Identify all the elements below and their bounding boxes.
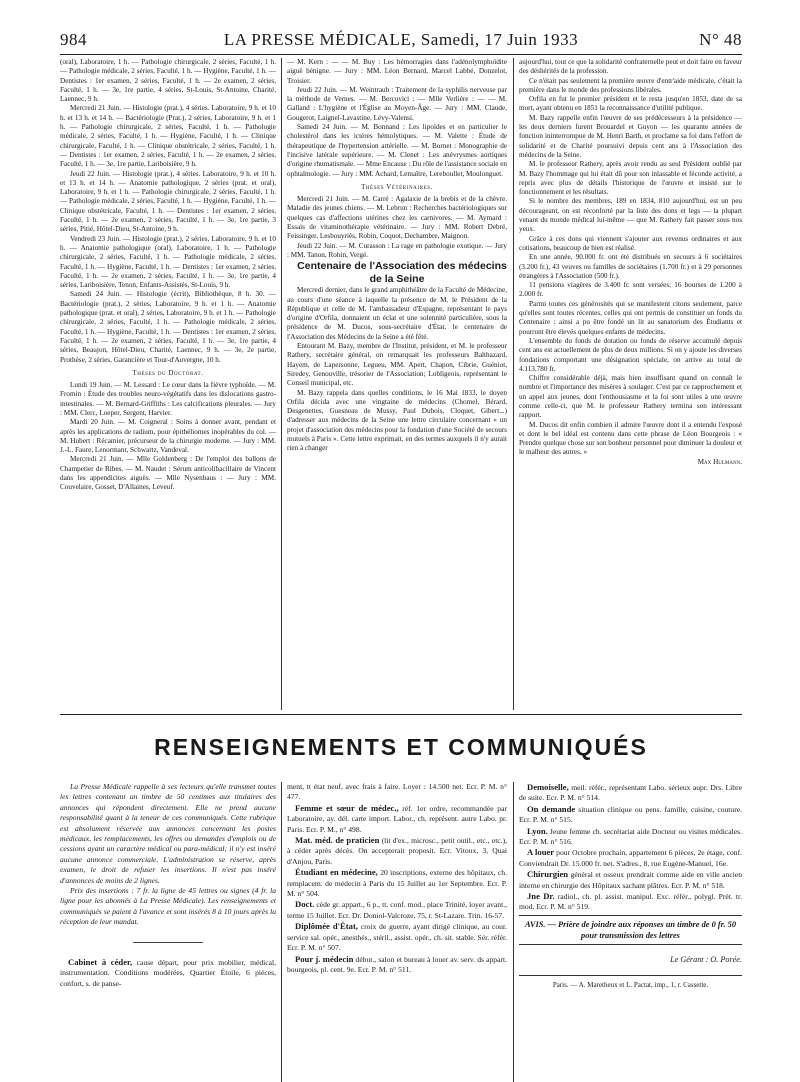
article-paragraph: aujourd'hui, tout ce que la solidarité confraternelle peut et doit faire en faveur des déshérités de la profession. (519, 58, 742, 76)
classified-ad (519, 847, 742, 869)
section-subheading: Thèses du Doctorat. (132, 369, 204, 377)
article-paragraph: M. Bazy rappela dans quelles conditions, le 16 Mai 1833, le doyen Orfila décida avec une vingtaine de médecins (Chomel, Bérard, Desgenettes, Guesneau de Mussy, Paul Dubois, Cloquet, Gibert...) d'adresser aux médecins de la Seine une lettre circulaire concernant « un projet d'association des médecins pour la fondation d'une Société de secours mutuels à Paris ». Cette lettre exprimait, en des termes auxquels il n'y aurait rien à changer (287, 388, 507, 453)
ad-text: Jeune femme ch. secrétariat aide Docteur ou visites médicales. Ecr. P. M. n° 516. (519, 826, 742, 847)
article-paragraph: M. le professeur Rathery, après avoir rendu au seul Président oublié par M. Bazy l'hommage qui lui était dû pour son inlassable et féconde activité, a repris avec plus de détails l'historique de l'œuvre et insisté sur le fonctionnement et les résultats. (519, 160, 742, 197)
ad-text: meil. référ., représentant Labo. sérieux aupr. Drs. Libre de suite. Ecr. P. M. n° 514. (519, 783, 742, 803)
ads-intro (60, 782, 276, 928)
ad-text: croix de guerre, ayant dirigé clinique, au cour. service sal. opér., anesthés., stéril., assist. opér., ch. sit. stable. Sér. référ. Ecr. P. M. n° 507. (287, 922, 507, 953)
exam-paragraph: Samedi 24 Juin. — Histologie (écrit), Bibliothèque, 8 h. 30. — Bactériologie (prat.), 2 séries, Laboratoire, 9 h. et 1 h. — Anatomie pathologique (prat. et oral), 2 séries, Laboratoire, 9 h. et 1 h. — Pathologie chirurgicale, 2 séries, Faculté, 1 h. — Pathologie médicale, 2 séries, Faculté, 1 h. — Hygiène, Faculté, 1 h. — Dentistes : 1er examen, 2 séries, Faculté, 1 h. — 2e examen, 2 séries, Faculté, 1 h. — 3e, 1re partie, 4 séries, Beaujon, Hôtel-Dieu, Charité, Laennec, 9 h. — 3e, 2e partie, Prothèse, 2 séries, Garancière et Tour-d'Auvergne, 10 h. (60, 290, 276, 364)
exam-paragraph: Mercredi 21 Juin. — Histologie (prat.), 4 séries. Laboratoire, 9 h. et 10 h. et 13 h. et 14 h. — Bactériologie (Prat.), 2 séries, Laboratoire, 9 h. et 1 h. — Pathologie chirurgicale, 2 séries, Faculté, 1 h. — Pathologie médicale, 2 séries, Faculté, 1 h. — Hygiène, Faculté, 1 h. — Clinique chirurgicale, Faculté, 1 h. — Clinique obstétricale, 2 séries, Faculté, 1 h. — Dentistes : 1er examen, 2 séries, Faculté, 1 h. — 2e examen, 2 séries, Faculté, 1 h. — 3e, 1re partie, Lariboisière, 9 h. (60, 104, 276, 169)
ad-heading: Chirurgien (527, 869, 569, 880)
article-paragraph: Ce n'était pas seulement la première œuvre d'entr'aide médicale, c'était la première dans le monde des professions libérales. (519, 76, 742, 94)
ad-text: (lit d'ex., microsc., petit outil., etc., etc.), à céder après décès. On accepterait proposit. Ecr. Vitoux, 3, Quai d'Anjou, Paris. (287, 836, 507, 866)
ads-intro-text: La Presse Médicale rappelle à ses lecteurs qu'elle transmet toutes les lettres contenant un timbre de 50 centimes aux titulaires des annonces qui répondent directement. Elle ne prend aucune responsabilité quant à la teneur de ces communiqués. Cette rubrique est absolument réservée aux annonces concernant les postes médicaux, les remplacements, les offres ou demandes d'emplois ou de cessions ayant un caractère médical ou para-médical; il n'y est inséré aucune annonce commerciale. L'administration se réserve, après examen, le droit de refuser les insertions. Il n'est pas inséré d'annonces de moins de 2 lignes. (60, 782, 276, 885)
printer-line: Paris. — A. Maretheux et L. Pactat, imp., 1, r. Cassette. (519, 975, 742, 990)
author-signature: Max Hulmann. (697, 457, 742, 466)
classified-ad (519, 782, 742, 804)
classified-ad (287, 954, 507, 976)
ad-text: cède gr. appart., 6 p., tt. conf. mod., place Trinité, loyer avant., terme 15 Juillet. Ecr. Dr. Doniol-Valcroze, 75, r. St-Lazare. Trin. 16-57. (287, 900, 507, 920)
column-centenaire (287, 58, 507, 710)
classified-ad (519, 804, 742, 826)
article-paragraph: M. Bazy rappelle enfin l'œuvre de ses prédécesseurs à la présidence — les deux derniers furent Brouardel et Guyon — les quarante années de fonction ininterrompue de M. Henri Barth, et proclame sa foi dans l'effort de solidarité et de Charité poursuivi depuis cent ans à l'Association des médecins de la Seine. (519, 113, 742, 159)
thesis-paragraph: — M. Kern : — — M. Buy : Les hémorragies dans l'adénolymphoïdite aiguë bénigne. — Jury : MM. Léon Bernard, Marcel Labbé, Donzelot, Troisier. (287, 58, 507, 85)
column-divider (513, 58, 514, 710)
header-rule (60, 54, 742, 55)
thesis-paragraph: Jeudi 22 Juin. — M. Curasson : La rage en pathologie exotique. — Jury : MM. Tanon, Robin, Vergé. (287, 241, 507, 259)
classified-ad (60, 957, 276, 989)
article-paragraph: Entourant M. Bazy, membre de l'Institut, président, et M. le professeur Rathery, secrétaire général, on remarquait les professeurs Balthazard, Hayem, de Lapersonne, Legueu, MM. Apert, Chapon, Cibrie, Guéniot, Siredey, Genouville, trésorier de l'Association; Lobligeois, représentant le Conseil municipal, etc. (287, 342, 507, 388)
ad-text: 20 inscriptions, externe des hôpitaux, ch. remplacem. de médecin à Paris du 15 Juillet au 1er Septembre. Ecr. P. M. n° 504. (287, 868, 507, 899)
thesis-paragraph: Mercredi 21 Juin. — Mlle Goldenberg : De l'emploi des ballons de Champetier de Ribes. — M. Naudet : Sérum anticolibacillaire de Vincent dans les appendicites aiguës. — Mlle Nysenbaus : — Jury : MM. Couvelaire, Gosset, D'Allaines, Leveuf. (60, 455, 276, 492)
article-paragraph: En une année, 90.000 fr. ont été distribués en secours à 6 sociétaires (3.200 fr.), 43 veuves ou familles de sociétaires (1.700 fr.) et à 29 personnes étrangères à l'Association (500 fr.). (519, 253, 742, 280)
classified-ad (287, 921, 507, 953)
ad-heading: Jne Dr. (527, 891, 555, 902)
page-number: 984 (60, 30, 87, 49)
article-paragraph: L'ensemble du fonds de dotation ou fonds de réserve accumulé depuis cent ans est actuellement de plus de deux millions. Si on y ajoute les diverses fondations comportant une désignation spéciale, on arrive au total de 4.113.780 fr. (519, 336, 742, 373)
column-exams (60, 58, 276, 710)
page-header (60, 30, 742, 52)
exam-paragraph: (oral), Laboratoire, 1 h. — Pathologie chirurgicale, 2 séries, Faculté, 1 h. — Pathologie médicale, 2 séries, Faculté, 1 h. — Hygiène, Faculté, 1 h. — Dentistes : 1er examen, 2 séries, Faculté, 1 h. — 2e examen, 2 séries, Faculté, 1 h. — 3e, 1re partie, 4 séries, St-Louis, St-Antoine, Charité, Laennec, 9 h. (60, 58, 276, 104)
journal-title: LA PRESSE MÉDICALE, Samedi, 17 Juin 1933 (223, 30, 579, 49)
ad-text: début., salon et bureau à louer av. serv. ds appart. bourgeois, pl. cent. 9e. Ecr. P. M. n° 511. (287, 954, 507, 974)
gerant-line: Le Gérant : O. Porée. (670, 954, 742, 964)
ad-heading: Demoiselle, (527, 782, 569, 792)
ads-column-3 (519, 782, 742, 1082)
ad-heading: Lyon. (527, 825, 548, 836)
ad-heading: On demande (527, 803, 576, 814)
ad-text: cause départ, pour prix mobilier, médical, instrumentation. Conditions modérées, Quartier Étoile, 6 pièces, confort, s. de panse- (60, 957, 276, 988)
classified-ad (519, 869, 742, 891)
ad-heading: Étudiant en médecine, (295, 867, 378, 878)
classified-ad: ment, tt état neuf, avec frais à faire. Loyer : 14.500 net. Ecr. P. M. n° 477. (287, 782, 507, 802)
classified-ad (287, 899, 507, 921)
thesis-paragraph: Jeudi 22 Juin. — M. Weintraub : Traitement de la syphilis nerveuse par la méthode de Vernes. — M. Bercovici : — Mlle Verlière : — — M. Galland : L'hygiène et l'Église au Moyen-Âge. — Jury : MM. Claude, Gougerot, Laignel-Lavastine, Lévy-Valensi. (287, 85, 507, 122)
classified-ad (287, 867, 507, 899)
column-divider (281, 782, 282, 1082)
classified-ad (287, 803, 507, 835)
thesis-paragraph: Mercredi 21 Juin. — M. Carré : Agalaxie de la brebis et de la chèvre. Maladie des jeunes chiens. — M. Lebrun : Recherches bactériologiques sur quelques cas d'affections utérines chez les carnivores. — M. Aymard : Essais de vitaminothérapie vétérinaire. — Jury : MM. Robert Debré, Feissinger, Lesbouyriès, Robin, Coquot, Dechambre, Maignon. (287, 195, 507, 241)
article-title: Centenaire de l'Association des médecins de la Seine (297, 260, 507, 286)
ad-text: situation clinique ou pens. famille, cuisine, couture. Ecr. P. M. n° 515. (519, 804, 742, 825)
ad-text: général et osseux prendrait comme aide en ville ancien interne en chirurgie des Hôpitaux sachant plâtres. Ecr. P. M. n° 518. (519, 870, 742, 890)
ad-text: pour Octobre prochain, appartement 6 pièces, 2e étage, conf. Conviendrait Dr. 15.000 fr. net. S'adres., 8, rue Eugène-Manuel, 16e. (519, 848, 742, 868)
thesis-paragraph: Mardi 20 Juin. — M. Coigneral : Soins à donner avant, pendant et après les applications de radium, pour épithéliomes inopérables du col. — M. Hubert : Récamier, précurseur de la chirurgie moderne. — Jury : MM. J.-L. Faure, Lenormant, Schwartz, Vandeval. (60, 418, 276, 455)
article-paragraph: Grâce à ces dons qui viennent s'ajouter aux revenus ordinaires et aux cotisations, beaucoup de bien est réalisé. (519, 234, 742, 252)
article-paragraph: M. Ducos dit enfin combien il admire l'œuvre dont il a entendu l'exposé et dont le bel idéal est contenu dans cette phrase de Léon Bourgeois : « Prendre quelque chose sur son bonheur personnel pour diminuer la douleur et le malheur des autres. » (519, 420, 742, 457)
exam-paragraph: Jeudi 22 Juin. — Histologie (prat.), 4 séries. Laboratoire, 9 h. et 10 h. et 13 h. et 14 h. — Anatomie pathologique, 2 séries (prat. et oral), Laboratoire, 9 h. et 1 h. — Pathologie chirurgicale, 2 séries, Faculté, 1 h. — Pathologie médicale, 2 séries, Faculté, 1 h. — Hygiène, Faculté, 1 h. — Clinique obstétricale, Faculté, 1 h. — Dentistes : 1er examen, 2 séries, Faculté, 1 h. — 2e examen, 2 séries, Faculté, 1 h. — 3e, 1re partie, 3 séries, Pitié, Hôtel-Dieu, St-Antoine, 9 h. (60, 169, 276, 234)
article-paragraph: Si le nombre des membres, 189 en 1834, 810 aujourd'hui, est un peu décourageant, on est réconforté par la liste des dons et legs — la plupart venant du monde médical lui-même — que M. Rathery fait passer sous nos yeux. (519, 197, 742, 234)
classified-ad (519, 826, 742, 848)
classified-ad (287, 835, 507, 867)
ad-heading: Mat. méd. de praticien (295, 835, 380, 846)
ad-heading: Cabinet à céder, (68, 956, 133, 967)
ads-column-2 (287, 782, 507, 1082)
ad-text: radiol., ch. pl. assist. manipul. Exc. référ., polygl. Prét. tr. mod. Ecr. P. M. n° 519. (519, 892, 742, 912)
section-subheading: Thèses Vétérinaires. (361, 183, 433, 191)
column-centenaire-cont (519, 58, 742, 710)
ad-heading: Pour j. médecin (295, 953, 354, 964)
thesis-paragraph: Samedi 24 Juin. — M. Bonnand : Les lipoïdes et en particulier le cholestérol dans les ictères hémolytiques. — M. Valette : Étude de thérapeutique de l'hypertension artérielle. — M. Bornet : Monographie de l'incisive latérale supérieure. — M. Clenet : Les anévrysmes aortiques d'origine rhumatismale. — Mme Encause : Du rôle de l'assistance sociale en ophtalmologie. — Jury : MM. Achard, Lemaître, Lereboullet, Moulonguet. (287, 123, 507, 178)
article-paragraph: 11 pensions viagères de 3.400 fr. sont versées; 16 bourses de 1.200 à 2.000 fr. (519, 281, 742, 299)
article-paragraph: Chiffre considérable déjà, mais bien insuffisant quand on connaît le nombre et l'importance des misères à soulager. C'est par ce rapprochement et un appel aux jeunes, dont l'enthousiasme et la foi sont utiles à une œuvre comme celle-ci, que M. le professeur Rathery termina son intéressant rapport. (519, 374, 742, 420)
ad-heading: Diplômée d'État, (295, 921, 358, 932)
exam-paragraph: Vendredi 23 Juin. — Histologie (prat.), 2 séries, Laboratoire, 9 h. et 10 h. — Anatomie pathologique (oral), Laboratoire, 1 h. — Pathologie chirurgicale, 2 séries, Faculté, 1 h. — Pathologie médicale, 2 séries, Faculté, 1 h. — Hygiène, Faculté, 1 h. — Dentistes : 1er examen, 2 séries, Faculté, 1 h. — 2e examen, 2 séries, Faculté, 1 h. — 3e, 1re partie, 4 séries, Lariboisière, Tenon, Enfants-Assistés, St-Louis, 9 h. (60, 234, 276, 290)
avis-notice: AVIS. — Prière de joindre aux réponses un timbre de 0 fr. 50 pour transmission des lettres (519, 915, 742, 945)
thesis-paragraph: Lundi 19 Juin. — M. Lessard : Le cœur dans la fièvre typhoïde. — M. Fromin : Étude des troubles neuro-végétatifs dans les dislocations gastro-intestinales. — M. Bernard-Griffiths : Les calcifications pleurales. — Jury : MM. Clerc, Loeper, Sergent, Harvier. (60, 381, 276, 417)
short-rule (133, 942, 203, 943)
ad-heading: Doct. (295, 899, 315, 910)
ads-price-text: Prix des insertions : 7 fr. la ligne de 45 lettres ou signes (4 fr. la ligne pour les abonnés à La Presse Médicale). Les renseignements et communiqués se paient à l'avance et sont insérés 8 à 10 jours après la réception de leur mandat. (60, 886, 276, 927)
ad-heading: Femme et sœur de médec., (295, 802, 399, 813)
article-paragraph: Mercredi dernier, dans le grand amphithéâtre de la Faculté de Médecine, au cours d'une séance à laquelle la présence de M. le Président de la République et celle de M. l'ambassadeur d'Espagne, représentant le pays d'origine d'Orfila, donnaient un éclat et une solennité particulière, sous la présidence de M. Ducos, sous-secrétaire d'État, le centenaire de l'Association des Médecins de la Seine a été fêté. (287, 286, 507, 341)
ads-column-1 (60, 782, 276, 1082)
article-paragraph: Orfila en fut le premier président et le resta jusqu'en 1853, date de sa mort, ayant obtenu en 1851 la reconnaissance d'utilité publique. (519, 95, 742, 113)
ad-text: réf. 1er ordre, recommandée par Laboratoire, ay. dél. carte import. Labor., ch. représent. autre Labo. pr. Paris. Ecr. P. M., n° 498. (287, 803, 507, 834)
section-banner: RENSEIGNEMENTS ET COMMUNIQUÉS (154, 734, 648, 760)
section-rule (60, 714, 742, 715)
ad-heading: A louer (527, 847, 555, 858)
article-paragraph: Parmi toutes ces générosités qui se manifestent citons seulement, parce qu'elles sont toutes récentes, celles qui ont permis de constituer un fonds du Centenaire : ainsi a pu être fondé un lit au sanatorium des Étudiants et pourront être élevés quelques enfants de médecins. (519, 299, 742, 336)
classified-ad (519, 891, 742, 913)
issue-number: N° 48 (699, 30, 742, 49)
column-divider (281, 58, 282, 710)
column-divider (513, 782, 514, 1082)
